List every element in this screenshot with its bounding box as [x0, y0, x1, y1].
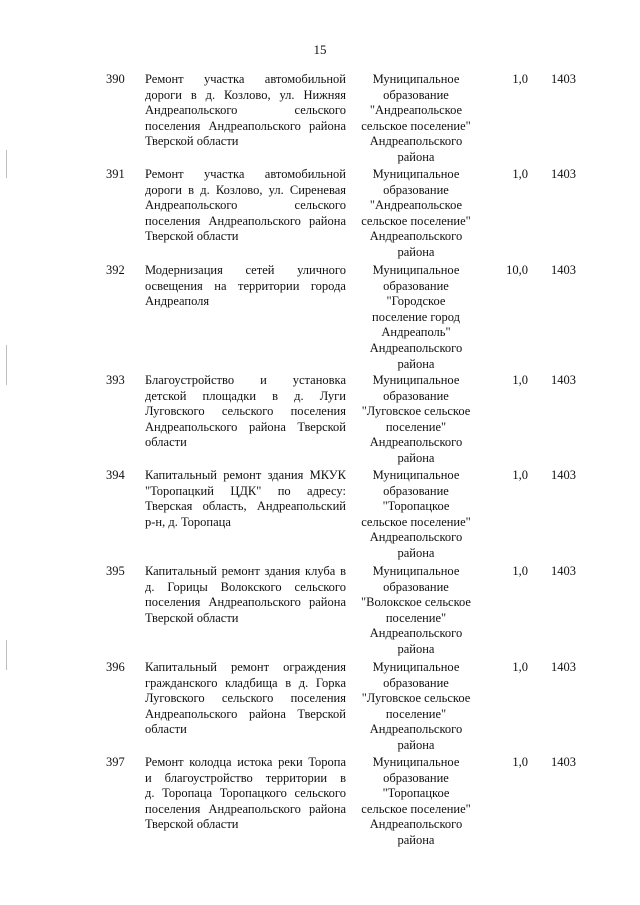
owner-line: "Андреапольское [369, 103, 463, 118]
row-code: 1403 [551, 564, 576, 578]
description-line: Луговского сельского поселения [145, 404, 346, 419]
owner-line: поселение город [372, 309, 460, 324]
row-code: 1403 [551, 660, 576, 674]
owner-line: поселение" [385, 419, 447, 434]
description-line: области [145, 435, 187, 450]
row-amount: 1,0 [512, 660, 528, 674]
description-line: Андреапольского района Тверской [145, 706, 346, 721]
row-description [145, 564, 346, 626]
row-description [145, 755, 346, 833]
row-number: 397 [106, 755, 125, 769]
row-code: 1403 [551, 755, 576, 769]
description-line: Тверской области [145, 229, 239, 244]
owner-line: Муниципальное [372, 72, 460, 86]
description-line: Тверской области [145, 134, 239, 149]
description-line: Андреаполя [145, 294, 210, 309]
description-line: Андреапольского сельского [145, 198, 346, 213]
owner-line: сельское поселение" [361, 118, 471, 133]
owner-line: Муниципальное [372, 564, 460, 578]
owner-line: образование [383, 388, 449, 403]
row-code: 1403 [551, 263, 576, 277]
row-number: 392 [106, 263, 125, 277]
row-amount: 1,0 [512, 373, 528, 387]
description-line: Тверской области [145, 817, 239, 832]
owner-line: района [397, 149, 435, 164]
owner-line: района [397, 545, 435, 560]
row-amount: 1,0 [512, 755, 528, 769]
owner-line: образование [383, 278, 449, 293]
description-line: Андреапольского сельского [145, 103, 346, 118]
row-owner [356, 373, 476, 467]
row-number: 395 [106, 564, 125, 578]
left-margin-mark [6, 640, 7, 670]
row-description [145, 373, 346, 451]
row-code: 1403 [551, 373, 576, 387]
row-owner [356, 167, 476, 261]
description-line: Капитальный ремонт здания клуба в [145, 564, 346, 578]
owner-line: образование [383, 182, 449, 197]
owner-line: "Луговское сельское [361, 691, 471, 706]
row-owner [356, 72, 476, 166]
owner-line: "Торопацкое [382, 499, 450, 514]
owner-line: района [397, 356, 435, 371]
row-number: 391 [106, 167, 125, 181]
description-line: Луговского сельского поселения [145, 691, 346, 706]
description-line: Капитальный ремонт здания МКУК [145, 468, 346, 482]
row-owner [356, 564, 476, 658]
owner-line: поселение" [385, 610, 447, 625]
row-code: 1403 [551, 72, 576, 86]
description-line: Тверской области [145, 610, 239, 625]
owner-line: "Торопацкое [382, 786, 450, 801]
description-line: освещения на территории города [145, 278, 346, 293]
left-margin-mark [6, 345, 7, 385]
owner-line: Андреапольского [369, 626, 463, 641]
row-owner [356, 755, 476, 849]
owner-line: сельское поселение" [361, 213, 471, 228]
row-amount: 1,0 [512, 564, 528, 578]
description-line: поселения Андреапольского района [145, 118, 346, 133]
description-line: области [145, 722, 187, 737]
row-number: 390 [106, 72, 125, 86]
row-amount: 1,0 [512, 468, 528, 482]
owner-line: "Луговское сельское [361, 404, 471, 419]
owner-line: района [397, 244, 435, 259]
owner-line: "Городское [386, 294, 446, 309]
owner-line: Андреаполь" [381, 325, 451, 340]
owner-line: района [397, 641, 435, 656]
description-line: поселения Андреапольского района [145, 595, 346, 610]
row-owner [356, 468, 476, 562]
description-line: Благоустройство и установка [145, 373, 346, 387]
row-description [145, 72, 346, 150]
row-owner [356, 660, 476, 754]
description-line: р-н, д. Торопаца [145, 514, 231, 529]
owner-line: Муниципальное [372, 167, 460, 181]
description-line: Андреапольского района Тверской [145, 419, 346, 434]
owner-line: Андреапольского [369, 340, 463, 355]
description-line: Капитальный ремонт ограждения [145, 660, 346, 674]
description-line: д. Горицы Волокского сельского [145, 579, 346, 594]
description-line: поселения Андреапольского района [145, 801, 346, 816]
owner-line: Муниципальное [372, 263, 460, 277]
description-line: и благоустройство территории в [145, 770, 346, 785]
description-line: гражданского кладбища в д. Горка [145, 675, 346, 690]
page-number: 15 [313, 42, 327, 57]
description-line: дороги в д. Козлово, ул. Нижняя [145, 87, 346, 102]
owner-line: Андреапольского [369, 817, 463, 832]
description-line: Ремонт колодца истока реки Торопа [145, 755, 346, 769]
owner-line: района [397, 450, 435, 465]
row-code: 1403 [551, 167, 576, 181]
description-line: Тверская область, Андреапольский [145, 499, 346, 514]
owner-line: района [397, 737, 435, 752]
row-number: 394 [106, 468, 125, 482]
owner-line: сельское поселение" [361, 801, 471, 816]
description-line: дороги в д. Козлово, ул. Сиреневая [145, 182, 346, 197]
row-number: 393 [106, 373, 125, 387]
description-line: детской площадки в д. Луги [145, 388, 346, 403]
row-description [145, 468, 346, 530]
description-line: Модернизация сетей уличного [145, 263, 346, 277]
owner-line: образование [383, 770, 449, 785]
row-amount: 10,0 [506, 263, 528, 277]
row-owner [356, 263, 476, 372]
owner-line: Андреапольского [369, 722, 463, 737]
owner-line: "Андреапольское [369, 198, 463, 213]
description-line: поселения Андреапольского района [145, 213, 346, 228]
owner-line: Андреапольского [369, 134, 463, 149]
owner-line: сельское поселение" [361, 514, 471, 529]
row-description [145, 263, 346, 310]
owner-line: Муниципальное [372, 755, 460, 769]
description-line: Ремонт участка автомобильной [145, 72, 346, 86]
row-description [145, 167, 346, 245]
owner-line: Муниципальное [372, 660, 460, 674]
owner-line: Муниципальное [372, 373, 460, 387]
row-amount: 1,0 [512, 72, 528, 86]
owner-line: района [397, 832, 435, 847]
owner-line: образование [383, 579, 449, 594]
row-code: 1403 [551, 468, 576, 482]
owner-line: Андреапольского [369, 229, 463, 244]
owner-line: Муниципальное [372, 468, 460, 482]
left-margin-mark [6, 150, 7, 178]
owner-line: поселение" [385, 706, 447, 721]
owner-line: образование [383, 483, 449, 498]
row-number: 396 [106, 660, 125, 674]
owner-line: образование [383, 87, 449, 102]
description-line: "Торопацкий ЦДК" по адресу: [145, 483, 346, 498]
description-line: Ремонт участка автомобильной [145, 167, 346, 181]
row-description [145, 660, 346, 738]
owner-line: Андреапольского [369, 435, 463, 450]
owner-line: образование [383, 675, 449, 690]
description-line: д. Торопаца Торопацкого сельского [145, 786, 346, 801]
owner-line: Андреапольского [369, 530, 463, 545]
owner-line: "Волокское сельское [361, 595, 471, 610]
row-amount: 1,0 [512, 167, 528, 181]
